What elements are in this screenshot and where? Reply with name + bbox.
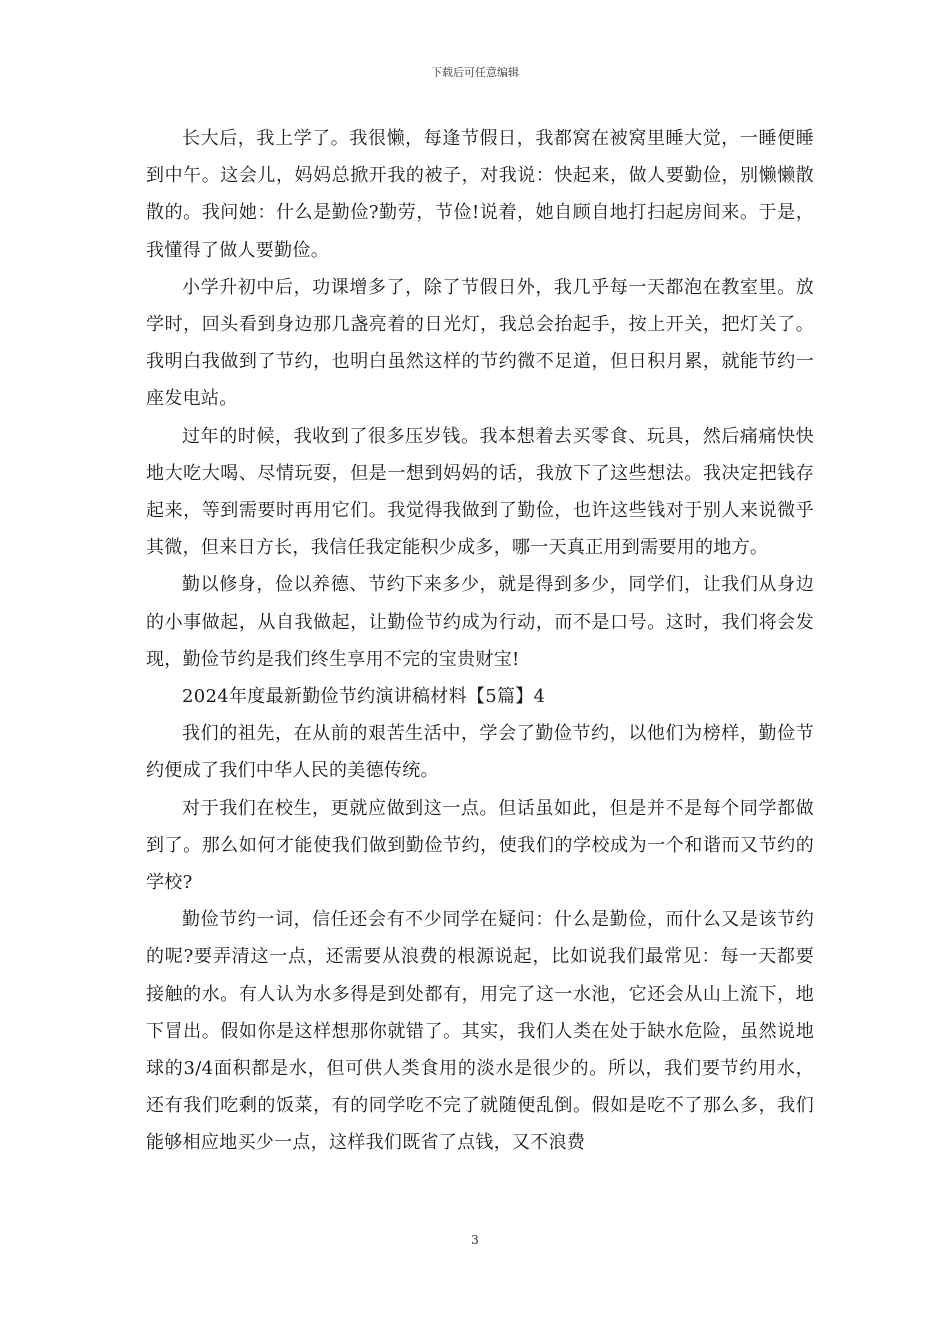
paragraph: 过年的时候，我收到了很多压岁钱。我本想着去买零食、玩具，然后痛痛快快地大吃大喝、尽情玩耍，但是一想到妈妈的话，我放下了这些想法。我决定把钱存起来，等到需要时再用它们。我觉得我做到了勤俭，也许这些钱对于别人来说微乎其微，但来日方长，我信任我定能积少成多，哪一天真正用到需要用的地方。 — [146, 425, 814, 559]
paragraph: 对于我们在校生，更就应做到这一点。但话虽如此，但是并不是每个同学都做到了。那么如何才能使我们做到勤俭节约，使我们的学校成为一个和谐而又节约的学校? — [146, 797, 814, 894]
paragraph: 我们的祖先，在从前的艰苦生活中，学会了勤俭节约，以他们为榜样，勤俭节约便成了我们中华人民的美德传统。 — [146, 723, 814, 782]
paragraph: 长大后，我上学了。我很懒，每逢节假日，我都窝在被窝里睡大觉，一睡便睡到中午。这会儿，妈妈总掀开我的被子，对我说：快起来，做人要勤俭，别懒懒散散的。我问她：什么是勤俭?勤劳，节俭!说着，她自顾自地打扫起房间来。于是，我懂得了做人要勤俭。 — [146, 128, 814, 261]
paragraph: 勤俭节约一词，信任还会有不少同学在疑问：什么是勤俭，而什么又是该节约的呢?要弄清这一点，还需要从浪费的根源说起，比如说我们最常见：每一天都要接触的水。有人认为水多得是到处都有，用完了这一水池，它还会从山上流下，地下冒出。假如你是这样想那你就错了。其实，我们人类在处于缺水危险，虽然说地球的3/4面积都是水，但可供人类食用的淡水是很少的。所以，我们要节约用水，还有我们吃剩的饭菜，有的同学吃不完了就随便乱倒。假如是吃不了那么多，我们能够相应地买少一点，这样我们既省了点钱，又不浪费 — [146, 909, 814, 1154]
page-number: 3 — [471, 1233, 479, 1247]
paragraph: 小学升初中后，功课增多了，除了节假日外，我几乎每一天都泡在教室里。放学时，回头看到身边那几盏亮着的日光灯，我总会抬起手，按上开关，把灯关了。我明白我做到了节约，也明白虽然这样的节约微不足道，但日积月累，就能节约一座发电站。 — [146, 276, 814, 410]
section-heading: 2024年度最新勤俭节约演讲稿材料【5篇】4 — [182, 686, 546, 708]
paragraph: 勤以修身，俭以养德、节约下来多少，就是得到多少，同学们，让我们从身边的小事做起，从自我做起，让勤俭节约成为行动，而不是口号。这时，我们将会发现，勤俭节约是我们终生享用不完的宝贵财宝! — [146, 574, 814, 670]
document-body — [146, 120, 814, 1162]
page-header: 下载后可任意编辑 — [431, 66, 519, 79]
